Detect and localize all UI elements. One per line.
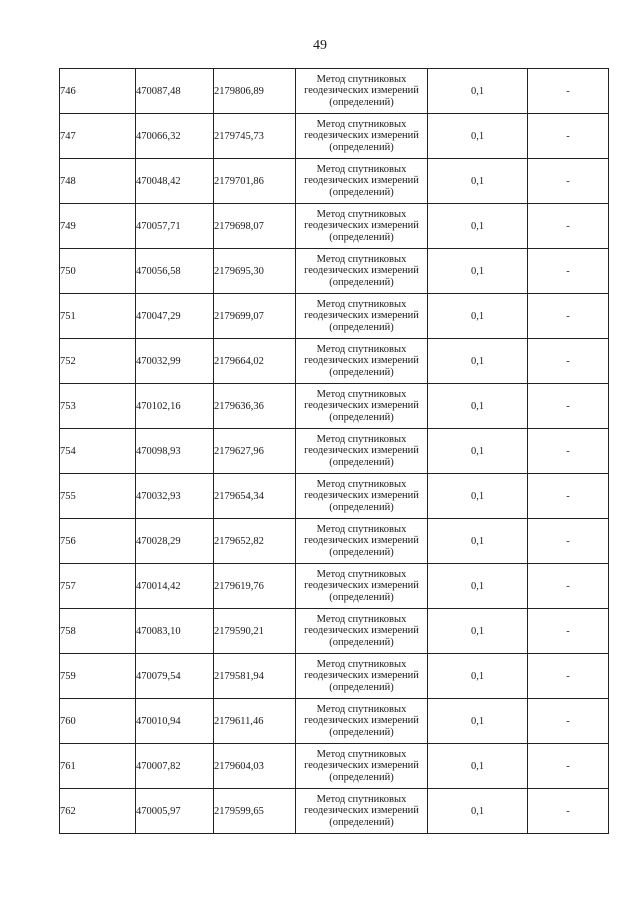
point-number-cell: 751 [60,294,136,339]
coordinate-y-cell: 2179590,21 [214,609,296,654]
method-line: (определений) [329,591,394,603]
method-line: Метод спутниковых [316,523,407,535]
method-line: геодезических измерений [304,535,419,547]
table-row [60,294,609,339]
point-number-cell: 752 [60,339,136,384]
point-number-cell: 759 [60,654,136,699]
accuracy-cell: 0,1 [428,69,528,114]
method-line: (определений) [329,186,394,198]
coordinate-x-cell: 470057,71 [136,204,214,249]
method-cell [296,654,428,699]
coordinate-y-cell: 2179619,76 [214,564,296,609]
method-line: геодезических измерений [304,175,419,187]
coordinate-y-cell: 2179664,02 [214,339,296,384]
method-cell [296,789,428,834]
table-row [60,744,609,789]
page-number: 49 [313,38,327,53]
method-line: геодезических измерений [304,355,419,367]
method-line: геодезических измерений [304,715,419,727]
method-line: геодезических измерений [304,85,419,97]
note-cell: - [528,384,609,429]
method-line: (определений) [329,276,394,288]
coordinate-y-cell: 2179698,07 [214,204,296,249]
method-line: Метод спутниковых [316,793,407,805]
method-line: Метод спутниковых [316,478,407,490]
method-line: Метод спутниковых [316,568,407,580]
table-row [60,519,609,564]
method-line: Метод спутниковых [316,703,407,715]
method-line: (определений) [329,456,394,468]
method-line: (определений) [329,681,394,693]
accuracy-cell: 0,1 [428,474,528,519]
method-line: Метод спутниковых [316,208,407,220]
coordinate-x-cell: 470048,42 [136,159,214,204]
method-line: геодезических измерений [304,805,419,817]
table-row [60,564,609,609]
coordinate-x-cell: 470098,93 [136,429,214,474]
accuracy-cell: 0,1 [428,699,528,744]
method-line: Метод спутниковых [316,298,407,310]
method-line: геодезических измерений [304,310,419,322]
accuracy-cell: 0,1 [428,609,528,654]
note-cell: - [528,339,609,384]
coordinate-x-cell: 470028,29 [136,519,214,564]
note-cell: - [528,429,609,474]
coordinate-y-cell: 2179604,03 [214,744,296,789]
note-cell: - [528,114,609,159]
note-cell: - [528,564,609,609]
coordinate-x-cell: 470066,32 [136,114,214,159]
coordinate-y-cell: 2179701,86 [214,159,296,204]
method-line: Метод спутниковых [316,253,407,265]
method-line: (определений) [329,771,394,783]
coordinate-x-cell: 470014,42 [136,564,214,609]
point-number-cell: 750 [60,249,136,294]
table-row [60,339,609,384]
note-cell: - [528,519,609,564]
note-cell: - [528,204,609,249]
note-cell: - [528,699,609,744]
method-line: (определений) [329,411,394,423]
method-line: Метод спутниковых [316,748,407,760]
coordinates-table-body [60,69,609,834]
method-cell [296,474,428,519]
method-cell [296,609,428,654]
method-line: геодезических измерений [304,490,419,502]
method-line: геодезических измерений [304,760,419,772]
method-cell [296,204,428,249]
method-line: Метод спутниковых [316,163,407,175]
coordinates-table [59,68,609,834]
point-number-cell: 749 [60,204,136,249]
coordinate-y-cell: 2179611,46 [214,699,296,744]
point-number-cell: 762 [60,789,136,834]
coordinate-y-cell: 2179745,73 [214,114,296,159]
table-row [60,474,609,519]
method-cell [296,699,428,744]
coordinate-y-cell: 2179695,30 [214,249,296,294]
method-cell [296,429,428,474]
table-row [60,249,609,294]
method-line: (определений) [329,141,394,153]
method-line: Метод спутниковых [316,343,407,355]
accuracy-cell: 0,1 [428,519,528,564]
note-cell: - [528,159,609,204]
method-cell [296,744,428,789]
accuracy-cell: 0,1 [428,339,528,384]
method-cell [296,249,428,294]
method-line: Метод спутниковых [316,613,407,625]
coordinate-y-cell: 2179654,34 [214,474,296,519]
point-number-cell: 761 [60,744,136,789]
coordinate-x-cell: 470102,16 [136,384,214,429]
point-number-cell: 756 [60,519,136,564]
table-row [60,384,609,429]
method-line: геодезических измерений [304,580,419,592]
point-number-cell: 758 [60,609,136,654]
accuracy-cell: 0,1 [428,384,528,429]
accuracy-cell: 0,1 [428,654,528,699]
method-line: Метод спутниковых [316,433,407,445]
method-line: геодезических измерений [304,400,419,412]
point-number-cell: 754 [60,429,136,474]
method-cell [296,384,428,429]
method-cell [296,114,428,159]
accuracy-cell: 0,1 [428,789,528,834]
note-cell: - [528,69,609,114]
coordinate-y-cell: 2179627,96 [214,429,296,474]
point-number-cell: 747 [60,114,136,159]
method-line: Метод спутниковых [316,388,407,400]
coordinate-x-cell: 470032,99 [136,339,214,384]
coordinate-x-cell: 470079,54 [136,654,214,699]
coordinate-x-cell: 470047,29 [136,294,214,339]
coordinate-x-cell: 470007,82 [136,744,214,789]
coordinate-x-cell: 470010,94 [136,699,214,744]
coordinate-x-cell: 470056,58 [136,249,214,294]
method-line: Метод спутниковых [316,658,407,670]
note-cell: - [528,294,609,339]
table-row [60,609,609,654]
method-line: (определений) [329,231,394,243]
method-line: геодезических измерений [304,130,419,142]
table-row [60,699,609,744]
method-line: Метод спутниковых [316,73,407,85]
table-row [60,159,609,204]
method-line: (определений) [329,546,394,558]
method-cell [296,69,428,114]
method-line: (определений) [329,816,394,828]
method-line: геодезических измерений [304,220,419,232]
table-row [60,114,609,159]
point-number-cell: 753 [60,384,136,429]
method-line: геодезических измерений [304,265,419,277]
accuracy-cell: 0,1 [428,564,528,609]
method-line: (определений) [329,636,394,648]
point-number-cell: 746 [60,69,136,114]
table-row [60,654,609,699]
method-line: (определений) [329,96,394,108]
point-number-cell: 757 [60,564,136,609]
coordinate-y-cell: 2179699,07 [214,294,296,339]
accuracy-cell: 0,1 [428,204,528,249]
note-cell: - [528,654,609,699]
accuracy-cell: 0,1 [428,294,528,339]
method-line: (определений) [329,366,394,378]
coordinate-x-cell: 470005,97 [136,789,214,834]
accuracy-cell: 0,1 [428,429,528,474]
coordinate-y-cell: 2179636,36 [214,384,296,429]
method-cell [296,294,428,339]
method-cell [296,564,428,609]
accuracy-cell: 0,1 [428,744,528,789]
coordinate-x-cell: 470083,10 [136,609,214,654]
point-number-cell: 755 [60,474,136,519]
table-row [60,69,609,114]
table-row [60,789,609,834]
coordinate-y-cell: 2179599,65 [214,789,296,834]
point-number-cell: 748 [60,159,136,204]
coordinate-y-cell: 2179652,82 [214,519,296,564]
note-cell: - [528,474,609,519]
table-row [60,204,609,249]
method-cell [296,339,428,384]
point-number-cell: 760 [60,699,136,744]
method-line: геодезических измерений [304,445,419,457]
accuracy-cell: 0,1 [428,159,528,204]
coordinate-y-cell: 2179581,94 [214,654,296,699]
method-line: (определений) [329,501,394,513]
note-cell: - [528,744,609,789]
method-line: геодезических измерений [304,625,419,637]
method-line: геодезических измерений [304,670,419,682]
coordinate-x-cell: 470087,48 [136,69,214,114]
method-cell [296,519,428,564]
method-line: (определений) [329,726,394,738]
method-line: (определений) [329,321,394,333]
note-cell: - [528,249,609,294]
note-cell: - [528,609,609,654]
coordinate-y-cell: 2179806,89 [214,69,296,114]
method-cell [296,159,428,204]
note-cell: - [528,789,609,834]
accuracy-cell: 0,1 [428,114,528,159]
coordinate-x-cell: 470032,93 [136,474,214,519]
accuracy-cell: 0,1 [428,249,528,294]
method-line: Метод спутниковых [316,118,407,130]
table-row [60,429,609,474]
